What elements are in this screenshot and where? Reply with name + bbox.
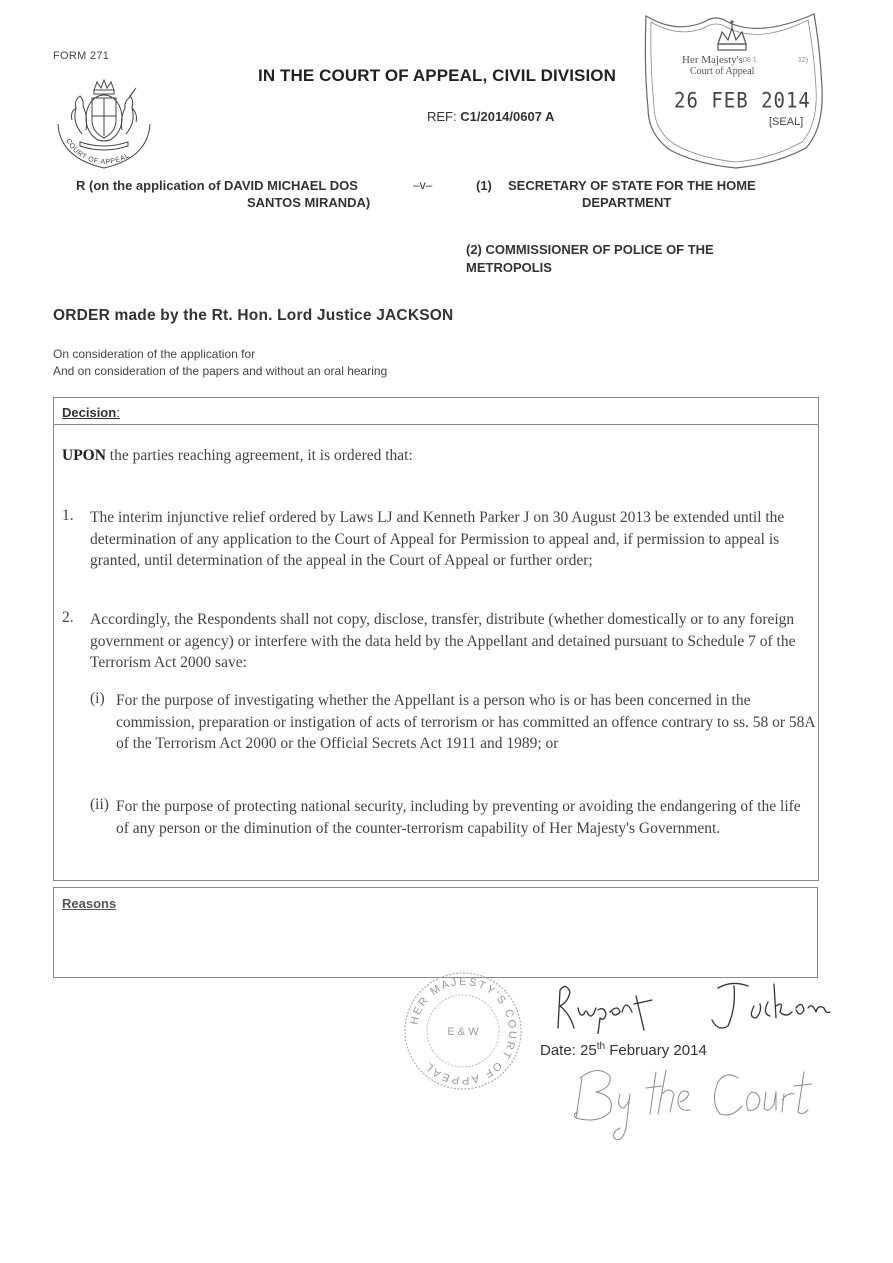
seal-center-text: E & W — [447, 1026, 479, 1038]
respondent-2-line-2: METROPOLIS — [466, 260, 552, 275]
reference-label: REF: — [427, 109, 457, 124]
form-number: FORM 271 — [53, 50, 110, 62]
decision-label-colon: : — [116, 405, 120, 420]
by-the-court-stamp — [558, 1058, 828, 1168]
paragraph-1-text: The interim injunctive relief ordered by Laws LJ and Kenneth Parker J on 30 August 2013 be extended until the determination of any application to the Court of Appeal for Permission to appeal and, if permission to appeal is granted, until determination of the appeal in the Court of Appeal or further order; — [90, 509, 785, 569]
reasons-label: Reasons — [62, 896, 117, 911]
paragraph-2-number: 2. — [62, 609, 74, 626]
stamp-code: 08 1 — [743, 57, 757, 64]
applicant-line-1: R (on the application of DAVID MICHAEL DOS — [76, 178, 358, 193]
stamp-date: 26 FEB 2014 — [674, 88, 811, 114]
reference-value: C1/2014/0607 A — [460, 109, 555, 124]
sub-paragraph-i-number: (i) — [90, 690, 105, 707]
stamp-line-2: Court of Appeal — [690, 66, 755, 77]
versus-marker: –v– — [413, 178, 433, 192]
judge-signature — [548, 978, 838, 1034]
upon-keyword: UPON — [62, 447, 106, 464]
decision-label — [62, 405, 120, 420]
sub-paragraph-i-text: For the purpose of investigating whether the Appellant is a person who is or has been concerned in the commission, preparation or instigation of acts of terrorism or has committed an offence contrary to ss. 58 or 58A of the Terrorism Act 2000 or the Official Secrets Act 1911 and 1989; or — [116, 692, 815, 752]
consideration-line-1: On consideration of the application for — [53, 347, 256, 361]
upon-text: the parties reaching agreement, it is ordered that: — [105, 447, 413, 464]
respondent-2-line-1: (2) COMMISSIONER OF POLICE OF THE — [466, 242, 714, 257]
stamp-code-2: 12) — [798, 57, 809, 64]
date-rest: February 2014 — [605, 1042, 707, 1059]
svg-text:COURT OF APPEAL — [64, 138, 131, 166]
stamp-seal-label: [SEAL] — [769, 116, 804, 128]
sub-paragraph-ii-text: For the purpose of protecting national security, including by preventing or avoiding the endangering of the life of any person or the diminution of the counter-terrorism capability of Her Majesty's Government. — [116, 798, 801, 837]
consideration-line-2: And on consideration of the papers and without an oral hearing — [53, 364, 388, 378]
decision-header-divider — [53, 424, 819, 425]
reasons-box — [53, 887, 818, 978]
upon-clause — [62, 445, 413, 467]
decision-label-text: Decision — [62, 405, 117, 420]
received-stamp — [636, 8, 826, 176]
respondent-1-name-cont: DEPARTMENT — [582, 195, 672, 210]
applicant-line-2: SANTOS MIRANDA) — [247, 195, 371, 210]
date-ordinal: th — [596, 1041, 606, 1052]
order-date — [540, 1041, 707, 1059]
paragraph-1-number: 1. — [62, 507, 74, 524]
seal-ring-text: HER MAJESTY'S COURT OF APPEAL — [408, 975, 519, 1087]
stamp-line-1: Her Majesty's — [682, 54, 743, 66]
court-title: IN THE COURT OF APPEAL, CIVIL DIVISION — [258, 66, 616, 85]
royal-crest-icon — [50, 72, 158, 172]
date-prefix: Date: 25 — [540, 1042, 597, 1059]
court-seal-icon — [400, 968, 526, 1094]
order-heading: ORDER made by the Rt. Hon. Lord Justice JACKSON — [53, 307, 454, 324]
respondent-1-number: (1) — [476, 178, 492, 193]
respondent-1-name: SECRETARY OF STATE FOR THE HOME — [508, 178, 756, 193]
crest-arc-text: COURT OF APPEAL — [64, 137, 131, 166]
reference-line — [427, 109, 554, 124]
sub-paragraph-ii-number: (ii) — [90, 796, 109, 813]
paragraph-2-text: Accordingly, the Respondents shall not copy, disclose, transfer, distribute (whether domestically or to any foreign government or agency) or interfere with the data held by the Appellant and detained pursuant to Schedule 7 of the Terrorism Act 2000 save: — [90, 611, 796, 671]
